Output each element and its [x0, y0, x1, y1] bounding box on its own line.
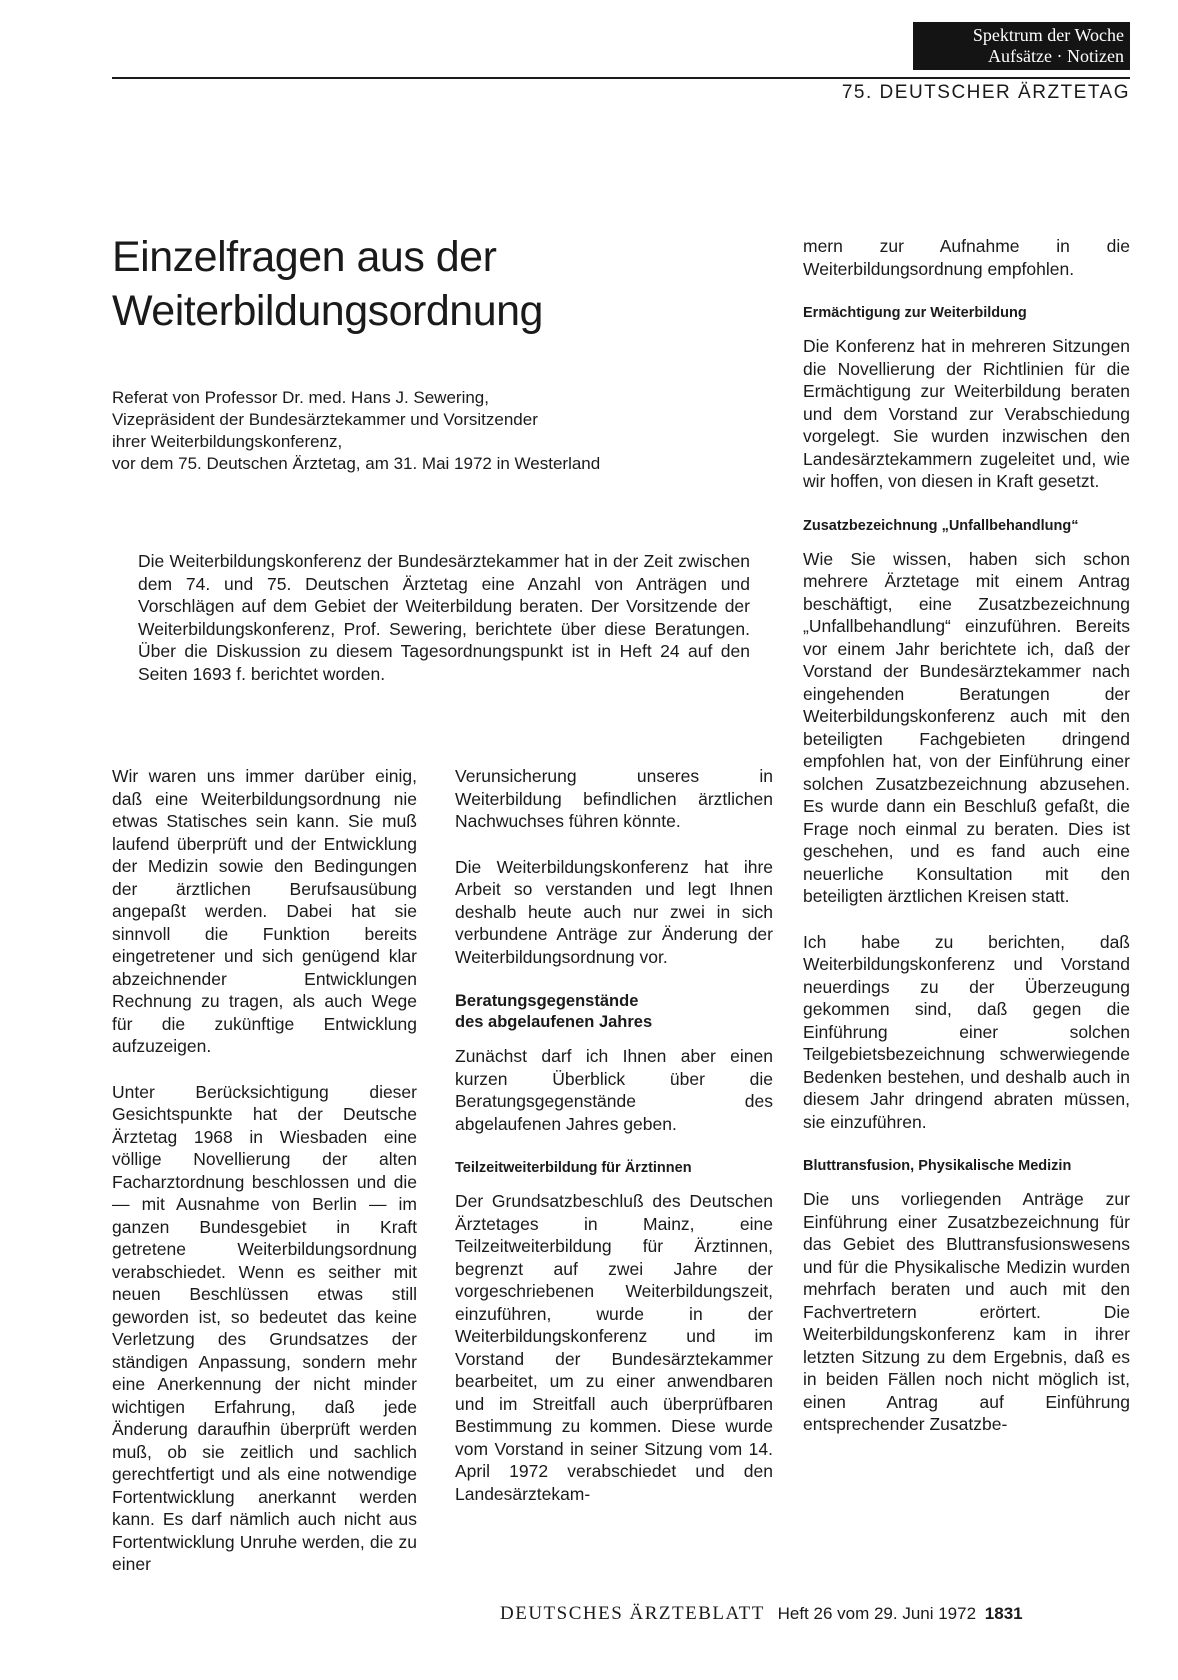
byline-line: Referat von Professor Dr. med. Hans J. Sewering,: [112, 388, 489, 407]
page-footer: [500, 1603, 1023, 1625]
subheading: Bluttransfusion, Physikalische Medizin: [803, 1158, 1072, 1174]
rubric-line-2: Aufsätze · Notizen: [988, 46, 1124, 66]
title-line-2: Weiterbildungsordnung: [112, 287, 543, 335]
journal-name: DEUTSCHES ÄRZTEBLATT: [500, 1603, 765, 1624]
heading-line: Beratungsgegenstände: [455, 992, 639, 1010]
subheading: Teilzeitweiterbildung für Ärztinnen: [455, 1160, 692, 1176]
title-line-1: Einzelfragen aus der: [112, 233, 497, 281]
heading-line: des abgelaufenen Jahres: [455, 1013, 653, 1031]
section-heading: [455, 991, 773, 1033]
subheading: Zusatzbezeichnung „Unfallbehandlung“: [803, 517, 1079, 534]
byline: [112, 387, 752, 475]
column-3: [803, 235, 1130, 1459]
byline-line: Vizepräsident der Bundesärztekammer und Vorsitzender: [112, 410, 538, 429]
article-title: [112, 230, 543, 338]
body-paragraph: Die uns vorliegenden Anträge zur Einführung einer Zusatzbezeichnung für das Gebiet des Bluttransfusionswesens und für die Physikalische Medizin wurden mehrfach beraten und auch mit den Fachvertretern erörtert. Die Weiterbildungskonferenz kam in ihrer letzten Sitzung zu dem Ergebnis, daß es in beiden Fällen noch nicht möglich ist, einen Antrag auf Einführung entsprechender Zusatzbe-: [803, 1189, 1130, 1434]
body-paragraph: Unter Berücksichtigung dieser Gesichtspunkte hat der Deutsche Ärztetag 1968 in Wiesbaden eine völlige Novellierung der alten Facharztordnung beschlossen und die — mit Ausnahme von Berlin — im ganzen Bundesgebiet in Kraft getretene Weiterbildungsordnung verabschiedet. Wenn es seither mit neuen Beschlüssen etwas still geworden ist, so bedeutet das keine Verletzung des Grundsatzes der ständigen Anpassung, sondern mehr eine Anerkennung der nicht minder wichtigen Erfahrung, daß jede Änderung daraufhin überprüft werden muß, ob sie zeitlich und sachlich gerechtfertigt und als eine notwendige Fortentwicklung anerkannt werden kann. Es darf nämlich auch nicht aus Fortentwicklung Unruhe werden, die zu einer: [112, 1081, 417, 1574]
subheading: Ermächtigung zur Weiterbildung: [803, 305, 1027, 321]
rubric-line-1: Spektrum der Woche: [972, 25, 1124, 45]
body-paragraph: mern zur Aufnahme in die Weiterbildungsordnung empfohlen.: [803, 236, 1130, 279]
issue-info: Heft 26 vom 29. Juni 1972: [777, 1604, 977, 1623]
header-rule: [112, 77, 1130, 79]
body-paragraph: Wie Sie wissen, haben sich schon mehrere Ärztetage mit einem Antrag beschäftigt, eine Zusatzbezeichnung „Unfallbehandlung“ einzuführen. Bereits vor einem Jahr berichtete ich, daß der Vorstand der Bundesärztekammer nach eingehenden Beratungen der Weiterbildungskonferenz auch mit den beteiligten Fachgebieten dringend empfohlen hat, von der Einführung einer solchen Zusatzbezeichnung abzusehen. Es wurde dann ein Beschluß gefaßt, die Frage noch einmal zu beraten. Dies ist geschehen, und es fand auch eine neuerliche Konsultation mit den beteiligten ärztlichen Kreisen statt.: [803, 548, 1130, 906]
column-2: [455, 765, 773, 1528]
column-1: [112, 765, 417, 1599]
page-number: 1831: [984, 1604, 1023, 1623]
body-paragraph: Wir waren uns immer darüber einig, daß eine Weiterbildungsordnung nie etwas Statisches sein kann. Sie muß laufend überprüft und der Entwicklung der Medizin sowie den Bedingungen der ärztlichen Berufsausübung angepaßt werden. Dabei hat sie sinnvoll die Funktion bereits eingetretener und sich genügend klar abzeichnender Entwicklungen Rechnung zu tragen, als auch Wege für die zukünftige Entwicklung aufzuzeigen.: [112, 766, 417, 1056]
body-paragraph: Ich habe zu berichten, daß Weiterbildungskonferenz und Vorstand neuerdings zu der Überzeugung gekommen sind, daß gegen die Einführung einer solchen Teilgebietsbezeichnung schwerwiegende Bedenken bestehen, und deshalb auch in diesem Jahr dringend abraten müssen, sie einzuführen.: [803, 931, 1130, 1132]
rubric-box: [913, 22, 1130, 70]
body-paragraph: Die Weiterbildungskonferenz hat ihre Arbeit so verstanden und legt Ihnen deshalb heute auch nur zwei in sich verbundene Anträge zur Änderung der Weiterbildungsordnung vor.: [455, 856, 773, 967]
byline-line: ihrer Weiterbildungskonferenz,: [112, 432, 343, 451]
body-paragraph: Die Konferenz hat in mehreren Sitzungen die Novellierung der Richtlinien für die Ermächtigung zur Weiterbildung beraten und dem Vorstand zur Verabschiedung vorgelegt. Sie wurden inzwischen den Landesärztekammern zugeleitet und, wie wir hoffen, von diesen in Kraft gesetzt.: [803, 336, 1130, 491]
body-paragraph: Der Grundsatzbeschluß des Deutschen Ärztetages in Mainz, eine Teilzeitweiterbildung für Ärztinnen, begrenzt auf zwei Jahre der vorgeschriebenen Weiterbildungszeit, einzuführen, wurde in der Weiterbildungskonferenz und im Vorstand der Bundesärztekammer bearbeitet, um zu einer anwendbaren und im Streitfall auch überprüfbaren Bestimmung zu kommen. Diese wurde vom Vorstand in seiner Sitzung vom 14. April 1972 verabschiedet und den Landesärztekam-: [455, 1191, 773, 1504]
body-paragraph: Verunsicherung unseres in Weiterbildung befindlichen ärztlichen Nachwuchses führen könnte.: [455, 766, 773, 831]
byline-line: vor dem 75. Deutschen Ärztetag, am 31. Mai 1972 in Westerland: [112, 454, 601, 473]
lead-paragraph: Die Weiterbildungskonferenz der Bundesärztekammer hat in der Zeit zwischen dem 74. und 75. Deutschen Ärztetag eine Anzahl von Anträgen und Vorschlägen auf dem Gebiet der Weiterbildung beraten. Der Vorsitzende der Weiterbildungskonferenz, Prof. Sewering, berichtete über diese Beratungen. Über die Diskussion zu diesem Tagesordnungspunkt ist in Heft 24 auf den Seiten 1693 f. berichtet worden.: [138, 551, 750, 684]
body-paragraph: Zunächst darf ich Ihnen aber einen kurzen Überblick über die Beratungsgegenstände des abgelaufenen Jahres geben.: [455, 1046, 773, 1134]
section-label: 75. DEUTSCHER ÄRZTETAG: [841, 82, 1130, 103]
